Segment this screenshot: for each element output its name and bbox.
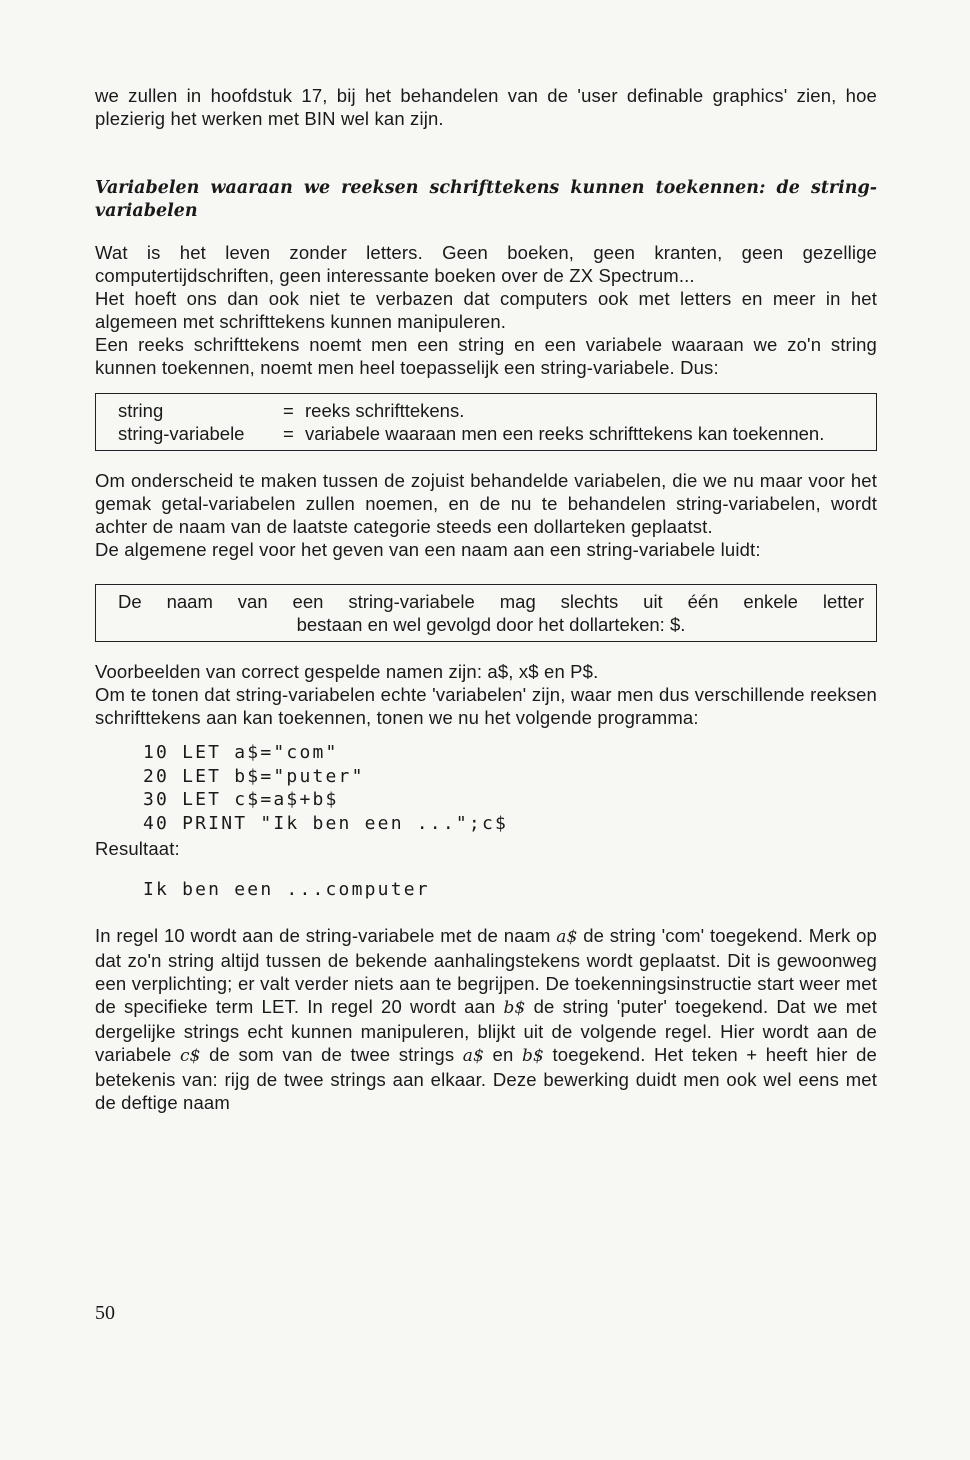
final-paragraph (95, 924, 877, 1114)
page-number: 50 (95, 1302, 115, 1324)
text-run: en (484, 1044, 522, 1065)
program-line: 30 LET c$=a$+b$ (143, 789, 339, 810)
paragraph-1: Wat is het leven zonder letters. Geen boeken, geen kranten, geen gezellige computertijdschriften, geen interessante boeken over de ZX Spectrum... (95, 242, 877, 286)
definition-equals: = (283, 400, 294, 421)
definition-description: variabele waaraan men een reeks schrifttekens kan toekennen. (305, 423, 825, 444)
definition-term: string (118, 400, 164, 421)
variable-name: c$ (179, 1046, 201, 1066)
text-run: de string 'puter' toegekend. Dat we met dergelijke strings echt kunnen manipuleren, blijkt uit de volgende regel. Hier wordt aan de variabele (95, 996, 877, 1065)
paragraph-2: Het hoeft ons dan ook niet te verbazen dat computers ook met letters en meer in het algemeen met schrifttekens kunnen manipuleren. (95, 288, 877, 332)
definition-row (118, 422, 866, 445)
variable-name: a$ (556, 927, 578, 947)
program-line: 10 LET a$="com" (143, 742, 339, 763)
result-output: Ik ben een ...computer (143, 879, 430, 900)
definition-row (118, 399, 866, 422)
section-heading: Variabelen waaraan we reeksen schrifttekens kunnen toekennen: de string-variabelen (95, 178, 877, 221)
variable-name: b$ (503, 998, 526, 1018)
paragraph-6: Voorbeelden van correct gespelde namen zijn: a$, x$ en P$. (95, 661, 599, 682)
rule-line-2: bestaan en wel gevolgd door het dollarteken: $. (296, 614, 686, 635)
program-line: 20 LET b$="puter" (143, 765, 365, 787)
definition-term: string-variabele (118, 423, 245, 444)
text-run: de string 'com' toegekend. Merk op dat zo'n string altijd tussen de bekende aanhalingstekens wordt geplaatst. Dit is gewoonweg een verplichting; er valt verder niets aan te begrijpen. De toekenningsinstructie start weer met de specifieke term LET. In regel 20 wordt aan (95, 925, 877, 1017)
variable-name: b$ (521, 1046, 544, 1066)
result-label: Resultaat: (95, 838, 180, 859)
definition-box (95, 393, 877, 451)
definition-description: reeks schrifttekens. (305, 400, 465, 421)
program-listing (143, 741, 877, 835)
intro-paragraph: we zullen in hoofdstuk 17, bij het behandelen van de 'user definable graphics' zien, hoe plezierig het werken met BIN wel kan zijn. (95, 85, 877, 129)
paragraph-3: Een reeks schrifttekens noemt men een string en een variabele waaraan we zo'n string kunnen toekennen, noemt men heel toepasselijk een string-variabele. Dus: (95, 334, 877, 378)
paragraph-7: Om te tonen dat string-variabelen echte 'variabelen' zijn, waar men dus verschillende reeksen schrifttekens aan kan toekennen, tonen we nu het volgende programma: (95, 684, 877, 728)
paragraph-5: De algemene regel voor het geven van een naam aan een string-variabele luidt: (95, 539, 761, 560)
program-line: 40 PRINT "Ik ben een ...";c$ (143, 812, 509, 834)
text-run: In regel 10 wordt aan de string-variabele met de naam (95, 925, 557, 946)
page-body (95, 84, 877, 1114)
definition-equals: = (283, 423, 294, 444)
paragraph-4: Om onderscheid te maken tussen de zojuist behandelde variabelen, die we nu maar voor het gemak getal-variabelen zullen noemen, en de nu te behandelen string-variabelen, wordt achter de naam van de laatste categorie steeds een dollarteken geplaatst. (95, 470, 877, 537)
text-run: de som van de twee strings (200, 1044, 463, 1065)
rule-box (95, 584, 877, 642)
variable-name: a$ (462, 1046, 485, 1066)
rule-line-1: De naam van een string-variabele mag slechts uit één enkele letter (118, 591, 864, 612)
text-run: toegekend. Het teken + heeft hier de betekenis van: rijg de twee strings aan elkaar. Deze bewerking duidt men ook wel eens met de deftige naam (95, 1044, 877, 1113)
